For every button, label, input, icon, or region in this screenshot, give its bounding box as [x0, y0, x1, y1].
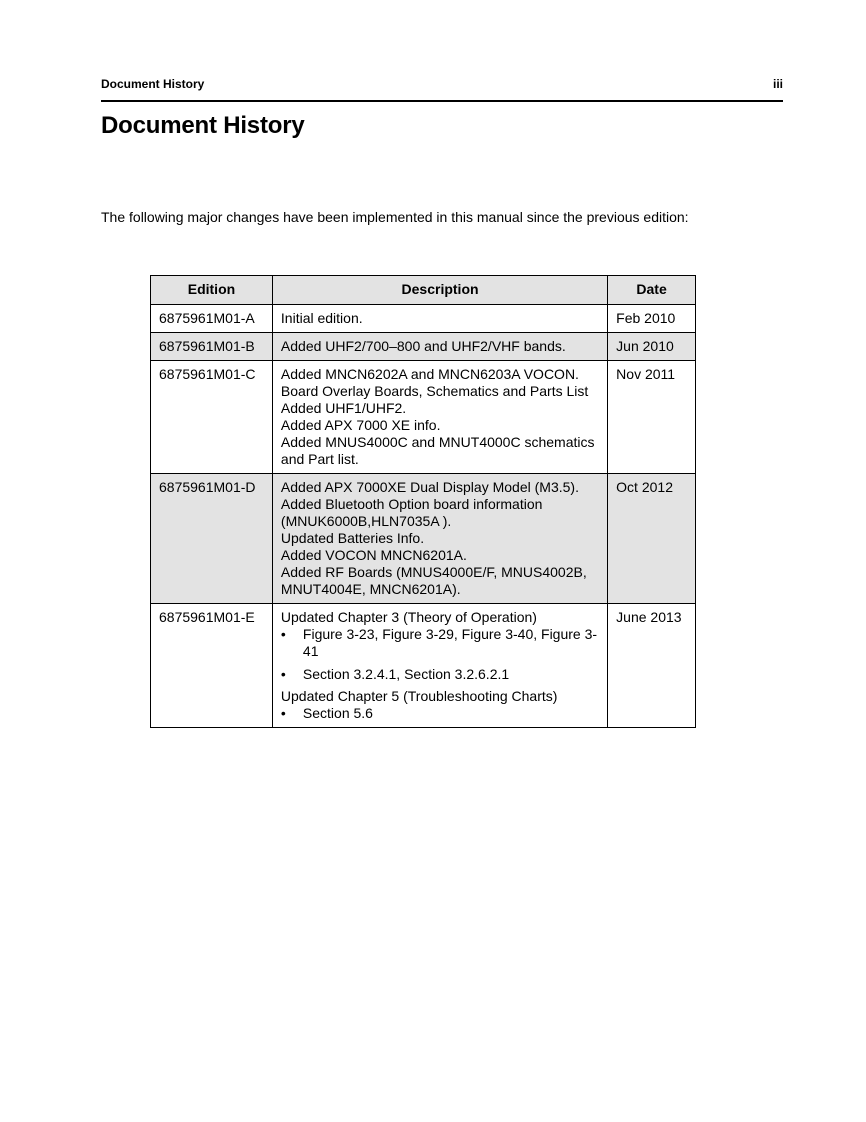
table-row	[151, 604, 696, 728]
table-row	[151, 474, 696, 604]
edition-cell: 6875961M01-C	[151, 361, 273, 474]
date-cell: Oct 2012	[608, 474, 696, 604]
bullet-item	[281, 705, 600, 722]
date-cell: June 2013	[608, 604, 696, 728]
column-header-date: Date	[608, 276, 696, 305]
running-header-title: Document History	[101, 77, 205, 91]
edition-cell: 6875961M01-A	[151, 305, 273, 333]
intro-paragraph: The following major changes have been implemented in this manual since the previous edition:	[101, 209, 689, 225]
table-header-row	[151, 276, 696, 305]
bullet-item	[281, 666, 600, 683]
bullet-symbol: •	[280, 626, 286, 642]
bullet-text: Section 5.6	[302, 705, 373, 721]
running-header	[101, 77, 783, 91]
bullet-text: Figure 3-23, Figure 3-29, Figure 3-40, Figure 3-41	[302, 626, 598, 659]
description-line: Added UHF2/700–800 and UHF2/VHF bands.	[280, 338, 566, 354]
bullet-symbol: •	[280, 705, 286, 721]
description-line: Added APX 7000XE Dual Display Model (M3.5).	[280, 479, 579, 495]
column-header-edition: Edition	[151, 276, 273, 305]
description-line: Updated Chapter 3 (Theory of Operation)	[280, 609, 537, 625]
edition-cell: 6875961M01-D	[151, 474, 273, 604]
column-header-description: Description	[272, 276, 607, 305]
bullet-symbol: •	[280, 666, 286, 682]
description-line: Updated Chapter 5 (Troubleshooting Charts)	[280, 688, 558, 704]
description-line: Added APX 7000 XE info.	[280, 417, 441, 433]
edition-cell: 6875961M01-B	[151, 333, 273, 361]
bullet-item	[281, 626, 600, 660]
description-line: Added RF Boards (MNUS4000E/F, MNUS4002B, MNUT4004E, MNCN6201A).	[280, 564, 587, 597]
table-row	[151, 305, 696, 333]
bullet-text: Section 3.2.4.1, Section 3.2.6.2.1	[302, 666, 510, 682]
date-cell: Jun 2010	[608, 333, 696, 361]
date-cell: Nov 2011	[608, 361, 696, 474]
description-line: Added UHF1/UHF2.	[280, 400, 407, 416]
page-number: iii	[772, 77, 783, 91]
header-rule	[101, 100, 783, 102]
page-title: Document History	[101, 112, 305, 139]
edition-cell: 6875961M01-E	[151, 604, 273, 728]
description-line: Board Overlay Boards, Schematics and Parts List	[280, 383, 589, 399]
description-line: Added MNCN6202A and MNCN6203A VOCON.	[280, 366, 579, 382]
description-line: Initial edition.	[280, 310, 363, 326]
table-row	[151, 333, 696, 361]
description-cell	[272, 333, 607, 361]
description-cell	[272, 604, 607, 728]
table-row	[151, 361, 696, 474]
description-cell	[272, 361, 607, 474]
description-line: Added VOCON MNCN6201A.	[280, 547, 467, 563]
description-line: Updated Batteries Info.	[280, 530, 425, 546]
description-cell	[272, 305, 607, 333]
description-cell	[272, 474, 607, 604]
description-line: Added MNUS4000C and MNUT4000C schematics and Part list.	[280, 434, 595, 467]
description-line: Added Bluetooth Option board information (MNUK6000B,HLN7035A ).	[280, 496, 543, 529]
date-cell: Feb 2010	[608, 305, 696, 333]
document-history-table	[150, 275, 696, 728]
